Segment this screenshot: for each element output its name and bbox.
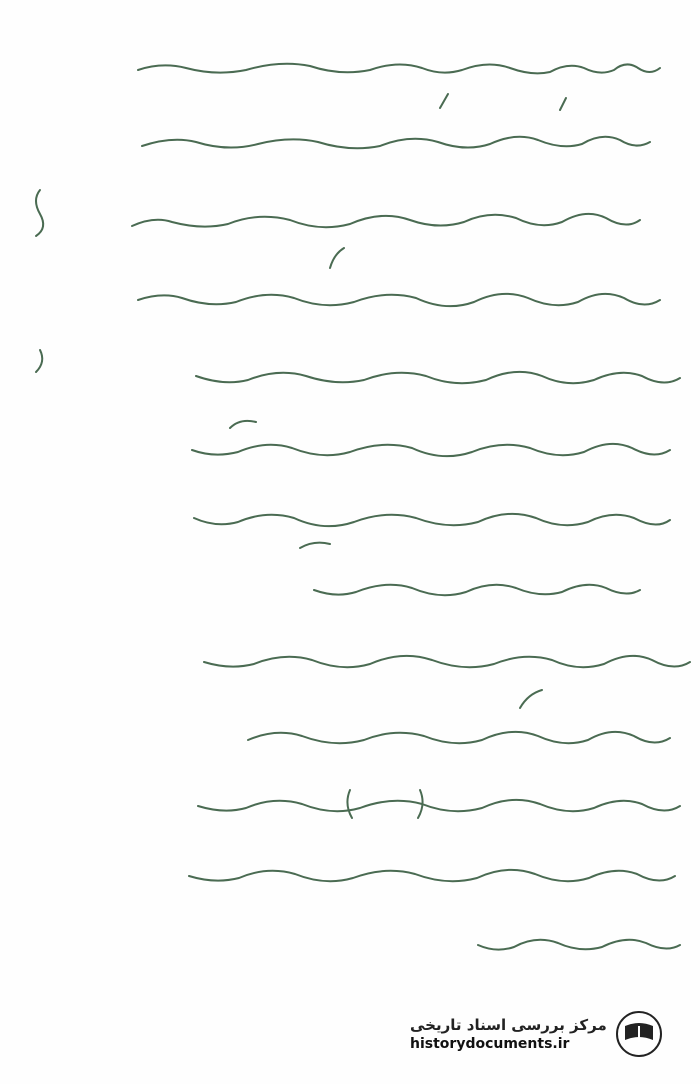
org-url: historydocuments.ir: [410, 1036, 570, 1052]
org-name: مرکز بررسی اسناد تاریخی: [410, 1016, 607, 1034]
footer-text: [410, 1016, 607, 1052]
footer-watermark: [410, 1004, 680, 1064]
book-quill-logo-icon: [615, 1010, 663, 1058]
